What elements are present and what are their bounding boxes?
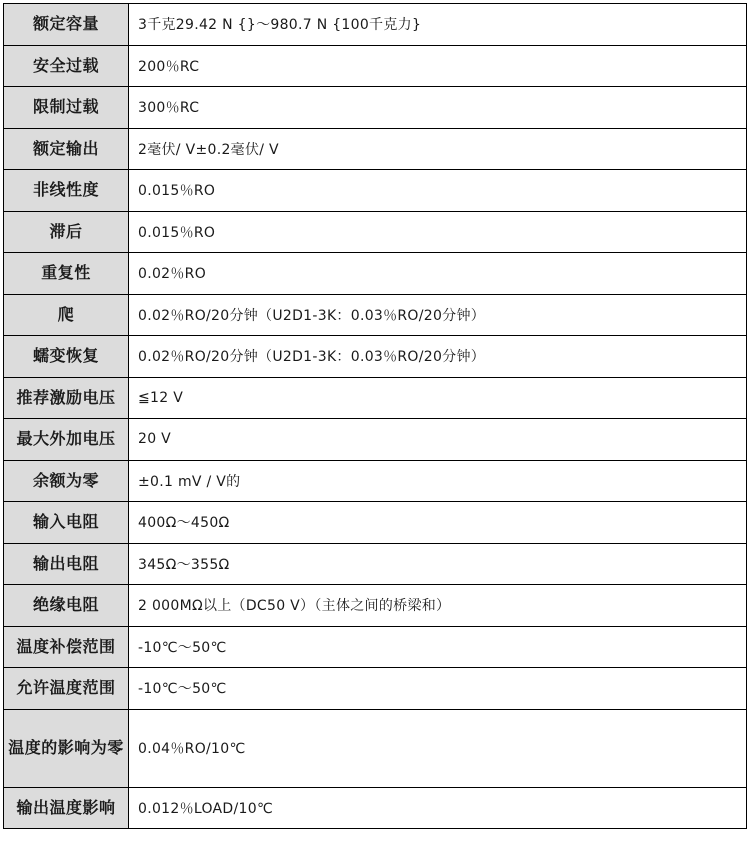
row-label: 温度的影响为零 bbox=[4, 709, 129, 787]
row-label: 绝缘电阻 bbox=[4, 585, 129, 627]
table-row bbox=[4, 787, 747, 829]
row-label: 允许温度范围 bbox=[4, 668, 129, 710]
row-label: 蠕变恢复 bbox=[4, 336, 129, 378]
row-label: 输入电阻 bbox=[4, 502, 129, 544]
row-label: 额定容量 bbox=[4, 4, 129, 46]
row-value: 0.012％LOAD/10℃ bbox=[129, 787, 747, 829]
row-value: 20 V bbox=[129, 419, 747, 461]
row-label: 最大外加电压 bbox=[4, 419, 129, 461]
table-row bbox=[4, 626, 747, 668]
row-value: 0.015％RO bbox=[129, 170, 747, 212]
row-label: 安全过载 bbox=[4, 45, 129, 87]
table-row bbox=[4, 170, 747, 212]
table-row bbox=[4, 253, 747, 295]
row-value: 400Ω～450Ω bbox=[129, 502, 747, 544]
table-row bbox=[4, 543, 747, 585]
row-label: 温度补偿范围 bbox=[4, 626, 129, 668]
row-label: 滞后 bbox=[4, 211, 129, 253]
row-value: 0.02％RO/20分钟（U2D1-3K：0.03％RO/20分钟） bbox=[129, 294, 747, 336]
table-row bbox=[4, 377, 747, 419]
table-row bbox=[4, 502, 747, 544]
table-row bbox=[4, 419, 747, 461]
row-value: 0.04％RO/10℃ bbox=[129, 709, 747, 787]
row-value: 2 000MΩ以上（DC50 V）（主体之间的桥梁和） bbox=[129, 585, 747, 627]
row-value: -10℃～50℃ bbox=[129, 668, 747, 710]
table-row bbox=[4, 87, 747, 129]
spec-table bbox=[3, 3, 747, 829]
table-row bbox=[4, 4, 747, 46]
table-row bbox=[4, 211, 747, 253]
row-label: 余额为零 bbox=[4, 460, 129, 502]
row-label: 推荐激励电压 bbox=[4, 377, 129, 419]
table-row bbox=[4, 294, 747, 336]
row-value: 0.02％RO/20分钟（U2D1-3K：0.03％RO/20分钟） bbox=[129, 336, 747, 378]
row-value: 200％RC bbox=[129, 45, 747, 87]
row-label: 非线性度 bbox=[4, 170, 129, 212]
table-row bbox=[4, 128, 747, 170]
row-label: 重复性 bbox=[4, 253, 129, 295]
row-value: 2毫伏/ V±0.2毫伏/ V bbox=[129, 128, 747, 170]
table-row bbox=[4, 709, 747, 787]
table-row bbox=[4, 45, 747, 87]
row-value: 0.02％RO bbox=[129, 253, 747, 295]
table-row bbox=[4, 585, 747, 627]
row-value: ≦12 V bbox=[129, 377, 747, 419]
table-row bbox=[4, 668, 747, 710]
row-value: -10℃～50℃ bbox=[129, 626, 747, 668]
table-row bbox=[4, 336, 747, 378]
table-row bbox=[4, 460, 747, 502]
row-label: 限制过载 bbox=[4, 87, 129, 129]
row-value: ±0.1 mV / V的 bbox=[129, 460, 747, 502]
row-label: 输出温度影响 bbox=[4, 787, 129, 829]
row-value: 3千克29.42 N {}～980.7 N {100千克力} bbox=[129, 4, 747, 46]
row-label: 额定输出 bbox=[4, 128, 129, 170]
row-label: 爬 bbox=[4, 294, 129, 336]
row-value: 0.015％RO bbox=[129, 211, 747, 253]
row-value: 345Ω～355Ω bbox=[129, 543, 747, 585]
row-label: 输出电阻 bbox=[4, 543, 129, 585]
row-value: 300％RC bbox=[129, 87, 747, 129]
